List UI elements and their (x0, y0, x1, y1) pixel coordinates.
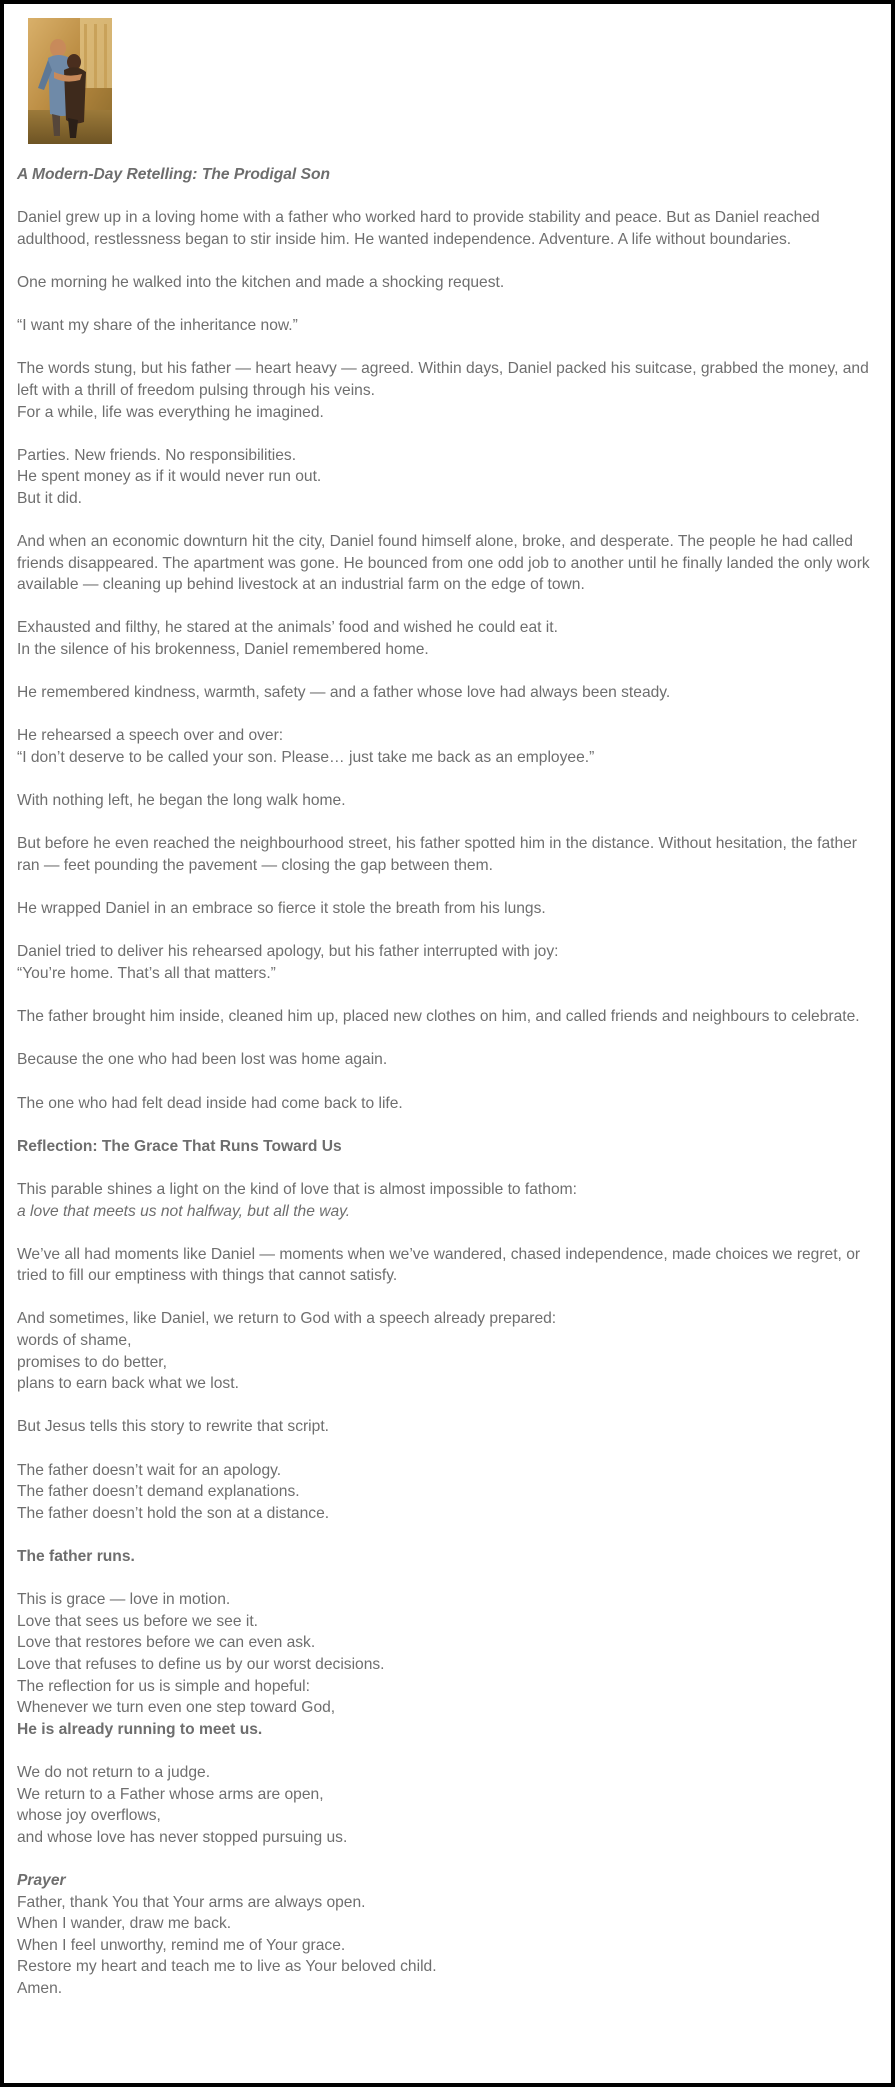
reflection-father-doesnt: The father doesn’t wait for an apology. The father doesn’t demand explanations. The father doesn’t hold the son at a distance. (17, 1461, 330, 1522)
story-paragraph-1: Daniel grew up in a loving home with a father who worked hard to provide stability and peace. But as Daniel reached adulthood, restlessness began to stir inside him. He wanted independence. Adventure. A life without boundaries. (17, 209, 820, 248)
reflection-grace-bold: He is already running to meet us. (17, 1720, 263, 1738)
story-paragraph-3: “I want my share of the inheritance now.” (17, 317, 298, 335)
story-paragraph-7: Exhausted and filthy, he stared at the animals’ food and wished he could eat it. In the silence of his brokenness, Daniel remembered home. (17, 619, 558, 659)
reflection-grace: This is grace — love in motion. Love that sees us before we see it. Love that restores before we can even ask. Love that refuses to define us by our worst decisions. The reflection for us is simple and hopeful: Whenever we turn even one step toward God, He is already running to meet us. (17, 1589, 880, 1740)
prayer-section: Prayer Father, thank You that Your arms are always open. When I wander, draw me back. When I feel unworthy, remind me of Your grace. Restore my heart and teach me to live as Your beloved child. Amen. (17, 1870, 880, 2000)
story-paragraph-14: The father brought him inside, cleaned him up, placed new clothes on him, and called friends and neighbours to celebrate. (17, 1008, 860, 1026)
story-paragraph-2: One morning he walked into the kitchen and made a shocking request. (17, 273, 505, 291)
story-paragraph-4: The words stung, but his father — heart heavy — agreed. Within days, Daniel packed his suitcase, grabbed the money, and left with a thrill of freedom pulsing through his veins. For a while, life was everything he imagined. (17, 360, 869, 421)
reflection-moments: We’ve all had moments like Daniel — moments when we’ve wandered, chased independence, made choices we regret, or tried to fill our emptiness with things that cannot satisfy. (17, 1245, 861, 1285)
reflection-rewrite: But Jesus tells this story to rewrite that script. (17, 1418, 329, 1436)
story-paragraph-9: He rehearsed a speech over and over: “I don’t deserve to be called your son. Please… just take me back as an employee.” (17, 727, 595, 767)
reflection-intro-italic: a love that meets us not halfway, but all the way. (17, 1202, 351, 1220)
story-paragraph-13: Daniel tried to deliver his rehearsed apology, but his father interrupted with joy: “You’re home. That’s all that matters.” (17, 943, 559, 982)
reflection-judge: We do not return to a judge. We return to a Father whose arms are open, whose joy overflows, and whose love has never stopped pursuing us. (17, 1763, 348, 1846)
story-paragraph-15: Because the one who had been lost was home again. (17, 1051, 388, 1069)
reflection-speech: And sometimes, like Daniel, we return to God with a speech already prepared: words of shame, promises to do better, plans to earn back what we lost. (17, 1310, 557, 1393)
reflection-intro: This parable shines a light on the kind of love that is almost impossible to fathom: a love that meets us not halfway, but all the way. (17, 1179, 880, 1222)
prodigal-son-painting-image (28, 18, 112, 144)
story-paragraph-11: But before he even reached the neighbourhood street, his father spotted him in the distance. Without hesitation, the father ran — feet pounding the pavement — closing the gap between them. (17, 835, 857, 874)
story-paragraph-8: He remembered kindness, warmth, safety — and a father whose love had always been steady. (17, 684, 671, 702)
story-paragraph-6: And when an economic downturn hit the city, Daniel found himself alone, broke, and desperate. The people he had called friends disappeared. The apartment was gone. He bounced from one odd job to another until he finally landed the only work available — cleaning up behind livestock at an industrial farm on the edge of town. (17, 533, 870, 594)
reflection-father-runs: The father runs. (17, 1548, 135, 1565)
story-paragraph-5: Parties. New friends. No responsibilities. He spent money as if it would never run out. But it did. (17, 446, 322, 507)
story-paragraph-10: With nothing left, he began the long walk home. (17, 792, 346, 810)
prayer-heading: Prayer (17, 1871, 66, 1889)
story-paragraph-12: He wrapped Daniel in an embrace so fierce it stole the breath from his lungs. (17, 900, 546, 918)
article-title: A Modern-Day Retelling: The Prodigal Son (17, 166, 331, 183)
reflection-heading: Reflection: The Grace That Runs Toward Us (17, 1137, 342, 1155)
story-paragraph-16: The one who had felt dead inside had come back to life. (17, 1094, 403, 1112)
